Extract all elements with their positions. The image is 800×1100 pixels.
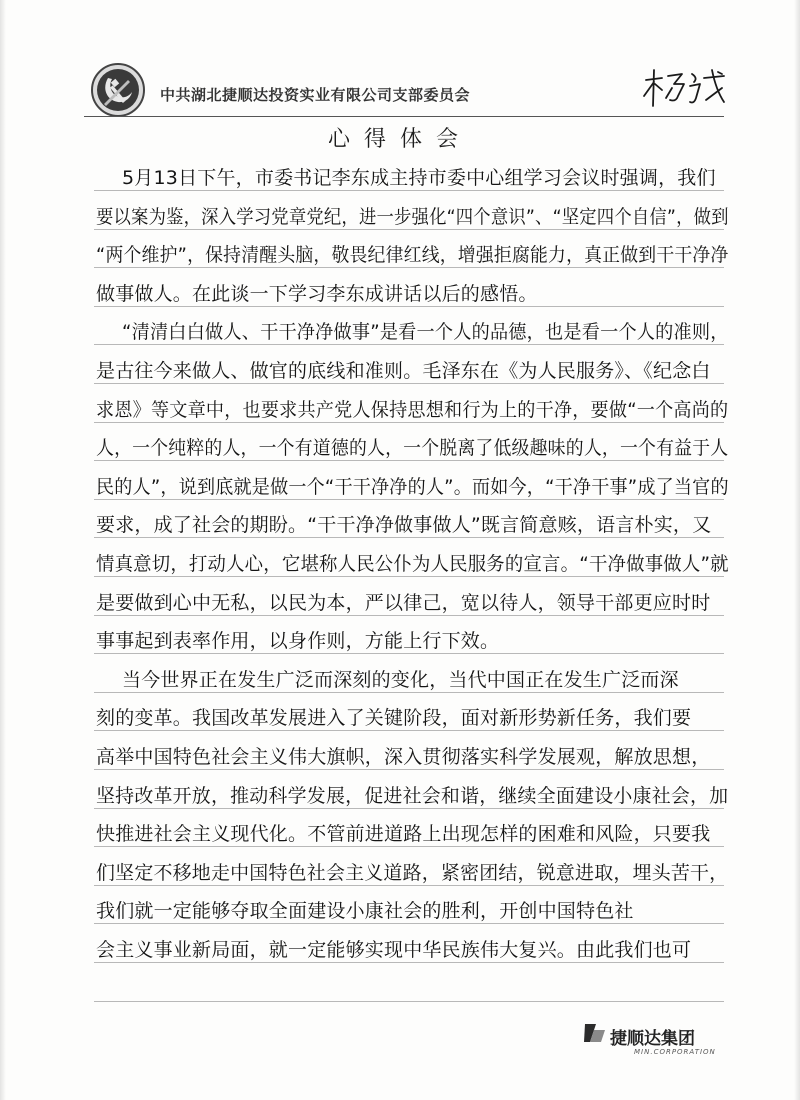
body-line: 是要做到心中无私，以民为本，严以律己，宽以待人，领导干部更应时时 [96, 592, 711, 614]
page-edge-right [794, 0, 800, 1100]
ruled-line [94, 962, 724, 963]
letterhead [90, 60, 730, 120]
ruled-line [94, 808, 724, 809]
ruled-line [94, 229, 724, 230]
ruled-line [94, 537, 724, 538]
ruled-line [94, 344, 724, 345]
company-logo-subtitle: MIN.CORPORATION [634, 1048, 716, 1056]
ruled-line [94, 653, 724, 654]
page-edge-left [0, 0, 6, 1100]
organization-name: 中共湖北捷顺达投资实业有限公司支部委员会 [160, 86, 471, 104]
body-line: 刻的变革。我国改革发展进入了关键阶段，面对新形势新任务，我们要 [96, 707, 692, 729]
document-title: 心得体会 [327, 127, 472, 152]
ruled-line [94, 730, 724, 731]
body-line: 要以案为鉴，深入学习党章党纪，进一步强化“四个意识”、“坚定四个自信”，做到 [96, 206, 729, 228]
ruled-line [94, 1001, 724, 1002]
ruled-line [94, 846, 724, 847]
handwritten-signature [638, 66, 728, 110]
body-line: 是古往今来做人、做官的底线和准则。毛泽东在《为人民服务》、《纪念白 [96, 360, 711, 382]
body-line: 快推进社会主义现代化。不管前进道路上出现怎样的困难和风险，只要我 [96, 823, 711, 845]
company-logo [582, 1018, 742, 1066]
ruled-line [94, 422, 724, 423]
body-line: 情真意切，打动人心，它堪称人民公仆为人民服务的宣言。“干净做事做人”就 [96, 553, 729, 575]
ruled-line [94, 306, 724, 307]
ruled-line [94, 615, 724, 616]
ruled-line [94, 190, 724, 191]
ruled-line [94, 460, 724, 461]
body-line: 做事做人。在此谈一下学习李东成讲话以后的感悟。 [96, 283, 538, 305]
letterhead-divider [84, 116, 724, 117]
ruled-line [94, 692, 724, 693]
body-line: 坚持改革开放，推动科学发展，促进社会和谐，继续全面建设小康社会，加 [96, 785, 729, 807]
body-line: 要求，成了社会的期盼。“干干净净做事做人”既言简意赅，语言朴实，又 [96, 514, 712, 536]
ruled-line [94, 499, 724, 500]
company-mark-icon [582, 1020, 608, 1046]
ruled-line [94, 383, 724, 384]
ruled-line [94, 267, 724, 268]
company-logo-name: 捷顺达集团 [610, 1029, 695, 1049]
body-line: 我们就一定能够夺取全面建设小康社会的胜利，开创中国特色社 [96, 900, 634, 922]
ruled-line [94, 923, 724, 924]
body-line: 当今世界正在发生广泛而深刻的变化，当代中国正在发生广泛而深 [122, 669, 679, 691]
body-line: “清清白白做人、干干净净做事”是看一个人的品德，也是看一个人的准则， [122, 321, 729, 343]
party-emblem-icon [90, 62, 146, 118]
ruled-line [94, 576, 724, 577]
body-line: 5月13日下午，市委书记李东成主持市委中心组学习会议时强调，我们 [122, 167, 716, 189]
body-line: 高举中国特色社会主义伟大旗帜，深入贯彻落实科学发展观，解放思想， [96, 746, 711, 768]
body-line: 们坚定不移地走中国特色社会主义道路，紧密团结，锐意进取，埋头苦干， [96, 862, 729, 884]
body-line: “两个维护”，保持清醒头脑，敬畏纪律红线，增强拒腐能力，真正做到干干净净 [96, 244, 729, 266]
body-line: 民的人”，说到底就是做一个“干干净净的人”。而如今，“干净干事”成了当官的 [96, 476, 729, 498]
ruled-line [94, 885, 724, 886]
ruled-line [94, 769, 724, 770]
body-line: 会主义事业新局面，就一定能够实现中华民族伟大复兴。由此我们也可 [96, 939, 692, 961]
body-line: 人，一个纯粹的人，一个有道德的人，一个脱离了低级趣味的人，一个有益于人 [96, 437, 729, 459]
body-line: 事事起到表率作用，以身作则，方能上行下效。 [96, 630, 500, 652]
body-line: 求恩》等文章中，也要求共产党人保持思想和行为上的干净，要做“一个高尚的 [96, 399, 729, 421]
